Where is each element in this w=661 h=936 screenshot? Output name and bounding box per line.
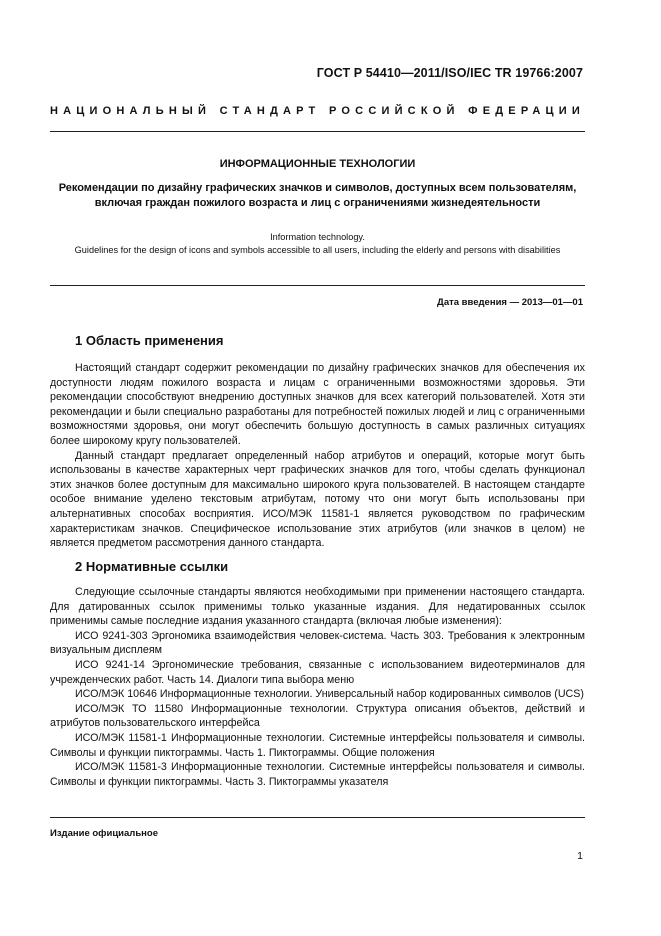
section-1-paragraph: Настоящий стандарт содержит рекомендации по дизайну графических значков для обеспечения их доступности людям пожилого возраста и лицам с ограниченными возможностями здоровья. Эти рекомендации способствуют внедрению доступных значков для всех категорий пользователей. Хотя эти рекомендации и были специально разработаны для потребностей пожилых людей и лиц с ограниченными возможностями здоровья, они могут обеспечить большую доступность в самых различных ситуациях более широкому кругу пользователей. (50, 362, 585, 447)
normative-reference: ИСО/МЭК 10646 Информационные технологии. Универсальный набор кодированных символов (UCS) (75, 688, 584, 701)
normative-reference: ИСО 9241-303 Эргономика взаимодействия человек-система. Часть 303. Требования к электронным визуальным дисплеям (50, 629, 585, 657)
section-1-paragraph: Данный стандарт предлагает определенный набор атрибутов и операций, которые могут быть использованы в качестве характерных черт графических значков для того, чтобы сделать функционал этих значков более доступным для максимально широкого круга пользователей. В настоящем стандарте особое внимание уделено текстовым атрибутам, потому что они могут быть использованы при альтернативных способах восприятия. ИСО/МЭК 11581-1 является руководством по графическим характеристикам значков. Специфическое использование этих атрибутов (или значков в целом) не является предметом рассмотрения данного стандарта. (50, 449, 585, 550)
document-title: ИНФОРМАЦИОННЫЕ ТЕХНОЛОГИИ (219, 158, 416, 170)
normative-reference: ИСО/МЭК ТО 11580 Информационные технологии. Структура описания объектов, действий и атрибутов пользовательского интерфейса (50, 702, 585, 730)
official-edition-label: Издание официальное (50, 828, 158, 839)
english-title (40, 231, 595, 257)
section-2-heading: 2 Нормативные ссылки (75, 559, 229, 574)
introduction-date: Дата введения — 2013—01—01 (437, 297, 583, 308)
english-title-line-1: Information technology. (270, 232, 365, 242)
subtitle-line-1: Рекомендации по дизайну графических значков и символов, доступных всем пользователям, (58, 182, 577, 194)
page-number: 1 (577, 850, 583, 862)
footer-divider (50, 817, 585, 818)
normative-reference: ИСО/МЭК 11581-3 Информационные технологии. Системные интерфейсы пользователя и символы. Символы и функции пиктограммы. Часть 3. Пиктограммы указателя (50, 761, 585, 788)
header-divider (50, 131, 585, 132)
standard-number: ГОСТ Р 54410—2011/ISO/IEC TR 19766:2007 (316, 66, 583, 80)
section-1-heading: 1 Область применения (75, 333, 224, 348)
section-1-body (50, 361, 585, 551)
normative-reference: ИСО/МЭК 11581-1 Информационные технологии. Системные интерфейсы пользователя и символы. Символы и функции пиктограммы. Часть 1. Пиктограммы. Общие положения (50, 731, 585, 759)
title-divider (50, 285, 585, 286)
section-2-body (50, 585, 585, 789)
subtitle-line-2: включая граждан пожилого возраста и лиц с ограничениями жизнедеятельности (94, 197, 541, 209)
normative-reference: ИСО 9241-14 Эргономические требования, связанные с использованием видеотерминалов для учрежденческих работ. Часть 14. Диалоги типа выбора меню (50, 658, 585, 686)
section-2-intro: Следующие ссылочные стандарты являются необходимыми при применении настоящего стандарта. Для датированных ссылок применимы только указанные издания. Для недатированных ссылок применимы самые последние издания указанного стандарта (включая любые изменения): (50, 586, 585, 628)
document-subtitle (50, 181, 585, 211)
national-standard-banner: НАЦИОНАЛЬНЫЙ СТАНДАРТ РОССИЙСКОЙ ФЕДЕРАЦИИ (50, 105, 585, 117)
english-title-line-2: Guidelines for the design of icons and symbols accessible to all users, including the elderly and persons with disabilities (74, 245, 561, 255)
